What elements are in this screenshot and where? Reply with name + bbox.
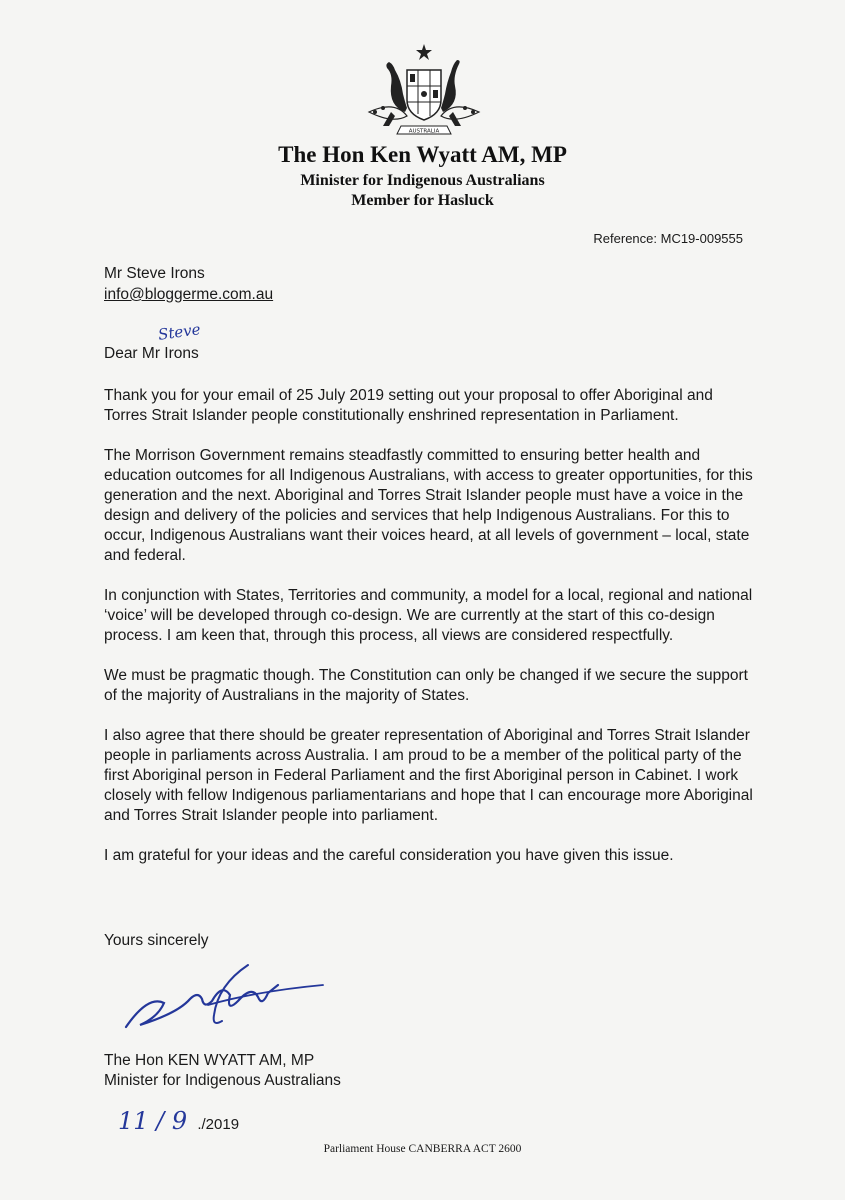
date-year: ./2019 xyxy=(197,1116,240,1133)
recipient-email-link[interactable]: info@bloggerme.com.au xyxy=(104,286,274,303)
signoff-title: Minister for Indigenous Australians xyxy=(104,1072,341,1089)
signoff-block xyxy=(104,1051,341,1091)
reference-number: Reference: MC19-009555 xyxy=(593,231,743,246)
body-paragraph: I also agree that there should be greater representation of Aboriginal and Torres Strait Islander people in parliaments across Australia. I am proud to be a member of the political party of the first Aboriginal person in Federal Parliament and the first Aboriginal person in Cabinet. I work closely with fellow Indigenous parliamentarians and hope that I can encourage more Aboriginal and Torres Strait Islander people into parliament. xyxy=(104,727,753,824)
closing: Yours sincerely xyxy=(104,932,209,949)
recipient-name: Mr Steve Irons xyxy=(104,265,205,282)
handwritten-first-name: Steve xyxy=(156,320,202,344)
letter-body xyxy=(104,386,754,886)
body-paragraph: In conjunction with States, Territories and community, a model for a local, regional and national ‘voice’ will be developed through co-design. We are currently at the start of this co-design process. I am keen that, through this process, all views are considered respectfully. xyxy=(104,587,753,644)
body-paragraph: Thank you for your email of 25 July 2019 setting out your proposal to offer Aboriginal and Torres Strait Islander people constitutionally enshrined representation in Parliament. xyxy=(104,387,713,424)
recipient-block xyxy=(104,263,273,305)
body-paragraph: We must be pragmatic though. The Constitution can only be changed if we secure the support of the majority of Australians in the majority of States. xyxy=(104,667,748,704)
coat-of-arms-crest xyxy=(355,42,493,144)
footer-address-text: Parliament House CANBERRA ACT 2600 xyxy=(323,1143,522,1155)
handwritten-signature xyxy=(118,955,333,1040)
minister-name: The Hon Ken Wyatt AM, MP xyxy=(278,142,567,167)
svg-text:AUSTRALIA: AUSTRALIA xyxy=(408,128,440,135)
body-paragraph: The Morrison Government remains steadfastly committed to ensuring better health and education outcomes for all Indigenous Australians, with access to greater opportunities, for this generation and the next. Aboriginal and Torres Strait Islander people must have a voice in the design and delivery of the policies and services that help Indigenous Australians. For this to occur, Indigenous Australians want their voices heard, at all levels of government – local, state and federal. xyxy=(104,447,753,564)
letter-date xyxy=(118,1107,239,1135)
salutation: Dear Mr Irons xyxy=(104,345,199,362)
minister-electorate: Member for Hasluck xyxy=(351,192,494,209)
body-paragraph: I am grateful for your ideas and the careful consideration you have given this issue. xyxy=(104,847,674,864)
minister-role: Minister for Indigenous Australians xyxy=(300,172,545,189)
footer-address xyxy=(0,1143,845,1155)
signoff-name: The Hon KEN WYATT AM, MP xyxy=(104,1052,315,1069)
handwritten-date: 11 / 9 xyxy=(118,1107,188,1135)
